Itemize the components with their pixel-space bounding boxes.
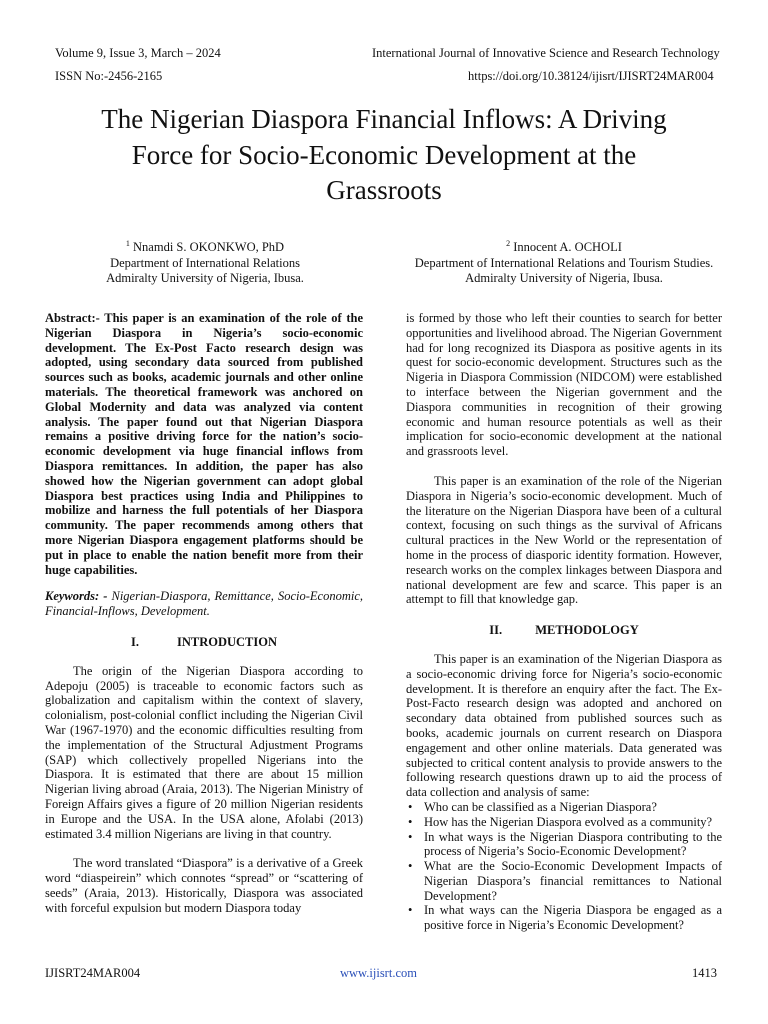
author-department: Department of International Relations [110,255,300,270]
list-item-text: How has the Nigerian Diaspora evolved as a community? [424,814,713,829]
list-item [406,859,722,903]
volume-issue: Volume 9, Issue 3, March – 2024 [55,46,221,60]
bullet-icon: • [408,829,413,844]
author-name-text: Nnamdi S. OKONKWO, PhD [129,240,285,255]
list-item [406,830,722,860]
keywords-text: Nigerian-Diaspora, Remittance, Socio-Economic, Financial-Inflows, Development. [45,589,363,619]
page-number: 1413 [692,966,717,980]
left-column [45,311,363,915]
section-heading-methodology [406,623,722,638]
author-name [394,236,734,256]
paper-title [40,102,728,209]
right-column [406,311,722,933]
author-affiliation: Admiralty University of Nigeria, Ibusa. [465,271,663,286]
keywords-label: Keywords: - [45,589,108,604]
issn: ISSN No:-2456-2165 [55,69,163,83]
list-item [406,800,722,815]
list-item [406,815,722,830]
author-number: 1 [125,239,130,248]
list-item [406,903,722,933]
methodology-paragraph: This paper is an examination of the Nigerian Diaspora as a socio-economic driving force for Nigeria’s socio-economic development. It is therefore an enquiry after the fact. The Ex-Post-Facto research design was adopted and anchored on secondary data obtained from published sources such as books, academic journals on current research on Diaspora engagement and other online materials. Data generated was subjected to critical content analysis to provide answers to the following research questions drawn up to aid the process of data collection and analysis of same: [406,651,722,800]
title-line: Grassroots [326,175,442,205]
bullet-icon: • [408,799,413,814]
author-block-2 [394,236,734,287]
footer-paper-id: IJISRT24MAR004 [45,966,141,980]
section-title: METHODOLOGY [535,623,639,638]
bullet-icon: • [408,814,413,829]
title-line: The Nigerian Diaspora Financial Inflows: A Driving [101,104,667,134]
keywords [45,589,363,619]
research-questions-list [406,800,722,933]
author-number: 2 [506,239,511,248]
intro-paragraph: The word translated “Diaspora” is a derivative of a Greek word “diaspeirein” which connotes “spread” or “scattering of seeds” (Araia, 2013). Historically, Diaspora was associated with forceful expulsion but modern Diaspora today [45,856,363,915]
list-item-text: Who can be classified as a Nigerian Diaspora? [424,799,657,814]
title-line: Force for Socio-Economic Development at the [131,139,637,170]
doi-link[interactable]: https://doi.org/10.38124/ijisrt/IJISRT24MAR004 [468,69,714,83]
list-item-text: In what ways is the Nigerian Diaspora contributing to the process of Nigeria’s Socio-Economic Development? [424,829,722,859]
bullet-icon: • [408,859,413,874]
list-item-text: What are the Socio-Economic Development Impacts of Nigerian Diaspora’s financial remittances to National Development? [424,859,722,903]
author-affiliation: Admiralty University of Nigeria, Ibusa. [106,271,304,286]
section-number: I. [130,634,139,649]
abstract: Abstract:- This paper is an examination of the role of the Nigerian Diaspora in Nigeria’s socio-economic development. The Ex-Post Facto research design was adopted, using secondary data sourced from published sources such as books, academic journals and other online materials. The theoretical framework was anchored on Global Modernity and data was analyzed via content analysis. The paper found out that Nigerian Diaspora remains a positive driving force for the nation’s socio-economic development via huge financial inflows from Diaspora remittances. In addition, the paper has also showed how the Nigerian government can adopt global Diaspora best practices using India and Philippines to mobilize and harness the full potentials of her Diaspora community. The paper recommends among others that more Nigerian Diaspora engagement platforms should be put in place to enable the nation benefit more from their huge capabilities. [45,311,363,577]
section-heading-introduction [45,635,363,650]
journal-name: International Journal of Innovative Science and Research Technology [372,46,720,60]
section-title: INTRODUCTION [176,634,277,649]
bullet-icon: • [408,903,413,918]
body-paragraph: This paper is an examination of the role of the Nigerian Diaspora in Nigeria’s socio-economic development. Much of the literature on the Nigerian Diaspora have been of a cultural context, focusing on such things as the survival of Africans cultural practices in the New World or the representation of home in the process of diasporic identity formation. However, research works on the complex linkages between Diaspora and national development are few and scarce. This paper is an attempt to fill that knowledge gap. [406,473,722,607]
author-department: Department of International Relations and Tourism Studies. [414,255,714,270]
author-name [35,236,375,256]
body-paragraph: is formed by those who left their counties to search for better opportunities and livelihood abroad. The Nigerian Government had for long recognized its Diaspora as positive agents in its quest for socio-economic development. Structures such as the Nigeria in Diaspora Commission (NIDCOM) were established to interface between the Nigerian government and the Diaspora communities in recognition of their growing economic and human resource potentials as well as their implication for socio-economic development at the national and grassroots level. [406,311,723,459]
author-name-text: Innocent A. OCHOLI [510,240,622,255]
intro-paragraph: The origin of the Nigerian Diaspora according to Adepoju (2005) is traceable to economic factors such as globalization and capitalism within the context of slavery, colonialism, post-colonial conflict including the Nigerian Civil War (1967-1970) and the economic difficulties resulting from the implementation of the Structural Adjustment Programs (SAP) which collectively propelled Nigerians into the Diaspora. It is estimated that there are about 15 million Nigerian living abroad (Araia, 2013). The Nigerian Ministry of Foreign Affairs gives a figure of 20 million Nigerian residents in Europe and the USA. In the USA alone, Afolabi (2013) estimated 3.4 million Nigerians are living in that country. [45,663,363,841]
list-item-text: In what ways can the Nigeria Diaspora be engaged as a positive force in Nigeria’s Economic Development? [424,903,722,933]
footer-website-link[interactable]: www.ijisrt.com [340,966,417,980]
section-number: II. [489,623,503,638]
author-block-1 [35,236,375,287]
